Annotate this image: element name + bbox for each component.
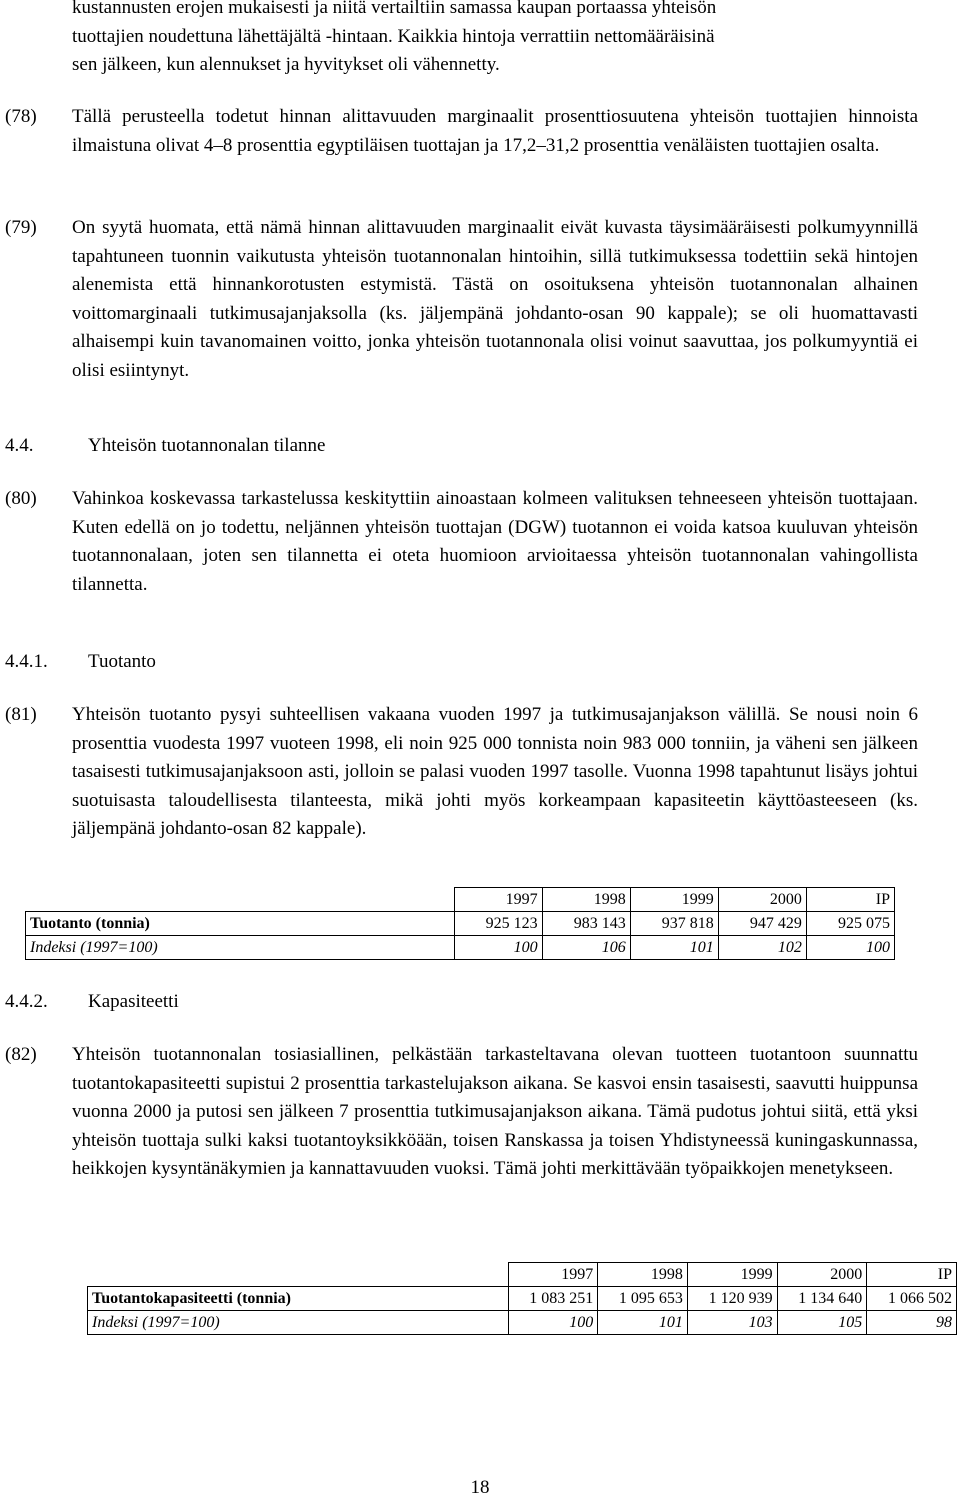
paragraph-text: Yhteisön tuotanto pysyi suhteellisen vakaana vuoden 1997 ja tutkimusajanjakson välillä. Se nousi noin 6 prosenttia vuodesta 1997 vuoteen 1998, eli noin 925 000 tonnista noin 983 000 tonniin, ja väheni sen jälkeen tasaisesti tutkimusajanjaksoon asti, jolloin se palasi vuoden 1997 tasolle. Vuonna 1998 tapahtunut lisäys johtui suotuisasta taloudellisesta tilanteesta, mikä johti myös korkeampaan kapasiteetin käyttöasteeseen (ks. jäljempänä johdanto-osan 82 kappale). (72, 704, 918, 839)
paragraph-text: Yhteisön tuotannonalan tosiasiallinen, pelkästään tarkasteltavana olevan tuotteen tuotantoon suunnattu tuotantokapasiteetti supistui 2 prosenttia tarkastelujakson aikana. Se kasvoi ensin tasaisesti, saavutti huippunsa vuonna 2000 ja putosi sen jälkeen 7 prosenttia tutkimusajanjakson aikana. Tämä pudotus johtui siitä, että yksi yhteisön tuottaja sulki kaksi tuotantoyksikköään, toisen Ranskassa ja toisen Yhdistyneessä kuningaskunnassa, heikkojen kysyntänäkymien ja kannattavuuden vuoksi. Tämä johti merkittävään työpaikkojen menetykseen. (72, 1044, 918, 1179)
table-row-label: Tuotanto (tonnia) (26, 912, 455, 936)
section-title: Yhteisön tuotannonalan tilanne (88, 435, 326, 456)
table-row-label: Indeksi (1997=100) (26, 936, 455, 960)
table-cell: 101 (598, 1311, 688, 1335)
table-cell: 102 (718, 936, 806, 960)
table-cell: 937 818 (630, 912, 718, 936)
paragraph-text: Tällä perusteella todetut hinnan alittavuuden marginaalit prosenttiosuutena yhteisön tuottajien hinnoista ilmaistuna olivat 4–8 prosenttia egyptiläisen tuottajan ja 17,2–31,2 prosenttia venäläisten tuottajien osalta. (72, 106, 918, 156)
table-header-cell: 1998 (542, 888, 630, 912)
section-number: 4.4.2. (5, 991, 48, 1012)
table-cell: 1 066 502 (867, 1287, 957, 1311)
paragraph-number: (81) (5, 704, 37, 725)
table-header-cell: 1997 (454, 888, 542, 912)
table-cell: 105 (777, 1311, 867, 1335)
page-number: 18 (470, 1477, 490, 1498)
table-cell: 983 143 (542, 912, 630, 936)
section-title: Kapasiteetti (88, 991, 179, 1012)
paragraph-text: Vahinkoa koskevassa tarkastelussa keskityttiin ainoastaan kolmeen valituksen tehneeseen yhteisön tuottajaan. Kuten edellä on jo todettu, neljännen yhteisön tuottajan (DGW) tuotannon ei voida katsoa kuuluvan yhteisön tuotannonalaan, joten sen tilannetta ei oteta huomioon arvioitaessa yhteisön tuotannonalan vahingollista tilannetta. (72, 488, 918, 595)
table-cell: 1 083 251 (508, 1287, 598, 1311)
table-cell: 100 (454, 936, 542, 960)
table-header-cell: IP (867, 1263, 957, 1287)
table-cell: 100 (806, 936, 894, 960)
table-cell: 1 120 939 (687, 1287, 777, 1311)
table-cell: 106 (542, 936, 630, 960)
table-header-row (26, 888, 895, 912)
table-header-empty (26, 888, 455, 912)
table-cell: 1 095 653 (598, 1287, 688, 1311)
table-cell: 103 (687, 1311, 777, 1335)
table-row (88, 1311, 957, 1335)
table-header-cell: 1998 (598, 1263, 688, 1287)
table-header-cell: 1997 (508, 1263, 598, 1287)
table-header-cell: 1999 (630, 888, 718, 912)
intro-line: kustannusten erojen mukaisesti ja niitä vertailtiin samassa kaupan portaassa yhteisön (72, 0, 717, 18)
table-header-row (88, 1263, 957, 1287)
paragraph-number: (78) (5, 106, 37, 127)
paragraph-number: (82) (5, 1044, 37, 1065)
production-table (25, 887, 895, 960)
table-header-cell: IP (806, 888, 894, 912)
table-header-cell: 2000 (718, 888, 806, 912)
table-row (26, 912, 895, 936)
table-header-cell: 2000 (777, 1263, 867, 1287)
intro-line: sen jälkeen, kun alennukset ja hyvitykset oli vähennetty. (72, 54, 500, 75)
table-cell: 925 123 (454, 912, 542, 936)
table-row-label: Tuotantokapasiteetti (tonnia) (88, 1287, 509, 1311)
intro-text (72, 0, 952, 80)
table-cell: 100 (508, 1311, 598, 1335)
section-title: Tuotanto (88, 651, 156, 672)
table-header-cell: 1999 (687, 1263, 777, 1287)
table-row-label: Indeksi (1997=100) (88, 1311, 509, 1335)
table-cell: 1 134 640 (777, 1287, 867, 1311)
intro-line: tuottajien noudettuna lähettäjältä -hintaan. Kaikkia hintoja verrattiin nettomääräisinä (72, 25, 715, 47)
section-number: 4.4. (5, 435, 34, 456)
paragraph-number: (80) (5, 488, 37, 509)
section-number: 4.4.1. (5, 651, 48, 672)
paragraph-text: On syytä huomata, että nämä hinnan alittavuuden marginaalit eivät kuvasta täysimääräisesti polkumyynnillä tapahtuneen tuonnin vaikutusta yhteisön tuotannonalan hintoihin, sillä tutkimuksessa todettiin sekä hintojen alenemista että hinnankorotusten estymistä. Tästä on osoituksena yhteisön tuotannonalan alhainen voittomarginaali tutkimusajanjaksolla (ks. jäljempänä johdanto-osan 90 kappale); se oli huomattavasti alhaisempi kuin tavanomainen voitto, jonka yhteisön tuotannonala olisi voinut saavuttaa, jos polkumyyntiä ei olisi esiintynyt. (72, 217, 918, 381)
table-row (88, 1287, 957, 1311)
paragraph-number: (79) (5, 217, 37, 238)
table-cell: 925 075 (806, 912, 894, 936)
table-row (26, 936, 895, 960)
table-header-empty (88, 1263, 509, 1287)
table-cell: 101 (630, 936, 718, 960)
capacity-table (87, 1262, 957, 1335)
table-cell: 98 (867, 1311, 957, 1335)
table-cell: 947 429 (718, 912, 806, 936)
